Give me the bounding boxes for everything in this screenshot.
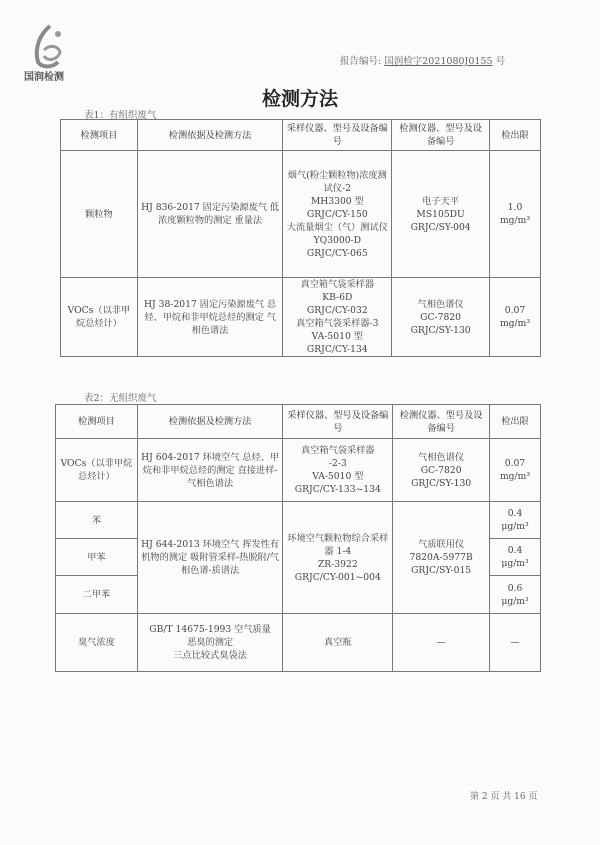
instrument-line: 电子天平 [422, 195, 459, 207]
table2-caption: 表2：无组织废气 [84, 393, 157, 404]
page-number: 第 2 页 共 16 页 [470, 792, 538, 802]
method-line: GB/T 14675-1993 空气质量 [149, 624, 271, 635]
method-cell [137, 614, 283, 672]
sampler-cell [283, 278, 392, 357]
instrument-line: GC-7820 [420, 464, 462, 476]
instrument-cell [392, 278, 490, 357]
limit-unit: mg/m³ [499, 318, 531, 329]
col-header-sampler: 采样仪器、型号及设备编号 [283, 120, 392, 151]
limit-cell [490, 439, 541, 502]
sampler-line: 真空箱气袋采样器 [300, 279, 375, 290]
instrument-cell [393, 439, 490, 502]
sampler-line: ZR-3922 [317, 558, 358, 570]
sampler-line: 环境空气颗粒物综合采样器 1-4 [287, 532, 389, 557]
sampler-cell [283, 439, 393, 502]
item-cell: 甲苯 [56, 539, 138, 576]
table-row [61, 151, 541, 278]
report-number-suffix: 号 [495, 56, 506, 67]
sampler-line: 大流量烟尘（气）测试仪 [286, 221, 388, 233]
logo-emblem-icon [22, 22, 78, 70]
col-header-item: 检测项目 [61, 120, 138, 151]
col-header-method: 检测依据及检测方法 [137, 405, 283, 439]
instrument-line: 7820A-5977B [409, 552, 473, 563]
col-header-limit: 检出限 [490, 405, 541, 439]
sampler-line: GRJC/CY-032 [306, 305, 368, 316]
limit-value: 0.07 [504, 305, 526, 316]
sampler-line: GRJC/CY-133~134 [294, 484, 381, 495]
report-number-label: 报告编号: [340, 56, 382, 67]
table1-caption: 表1：有组织废气 [84, 110, 157, 121]
instrument-cell [392, 151, 490, 278]
limit-unit: mg/m³ [499, 471, 531, 482]
limit-cell [490, 576, 541, 614]
instrument-line: 气相色谱仪 [418, 451, 465, 463]
instrument-line: 气相色谱仪 [417, 298, 464, 310]
method-cell: HJ 644-2013 环境空气 挥发性有机物的测定 吸附管采样-热脱附/气相色谱-质谱法 [137, 502, 283, 614]
table2-header-row [56, 405, 541, 439]
page-title: 检测方法 [261, 88, 338, 110]
method-line: 三点比较式臭袋法 [173, 650, 247, 661]
col-header-limit: 检出限 [490, 120, 541, 151]
item-cell: 二甲苯 [56, 576, 138, 614]
method-line: 恶臭的测定 [187, 637, 234, 648]
limit-cell [490, 539, 541, 576]
instrument-line: GRJC/SY-130 [410, 324, 471, 336]
item-cell: VOCs（以非甲烷总烃计） [56, 439, 138, 502]
limit-cell [490, 151, 541, 278]
limit-cell [490, 278, 541, 357]
method-cell: HJ 604-2017 环境空气 总烃、甲烷和非甲烷总烃的测定 直接进样-气相色谱法 [137, 439, 283, 502]
item-cell: 苯 [56, 502, 138, 539]
limit-unit: mg/m³ [499, 215, 531, 226]
table1 [60, 119, 541, 357]
limit-value: 0.4 [507, 545, 523, 556]
instrument-line: GRJC/SY-015 [411, 565, 472, 576]
item-cell: VOCs（以非甲烷总烃计） [61, 278, 138, 357]
item-cell: 颗粒物 [61, 151, 138, 278]
limit-value: 0.4 [507, 508, 523, 519]
instrument-line: MS105DU [416, 208, 465, 220]
sampler-line: KB-6D [322, 292, 353, 303]
instrument-line: GRJC/SY-004 [410, 221, 471, 233]
limit-value: 0.07 [504, 458, 526, 469]
sampler-line: 烟气(粉尘颗粒物)浓度测试仪-2 [287, 169, 387, 194]
method-cell: HJ 38-2017 固定污染源废气 总烃、甲烷和非甲烷总烃的测定 气相色谱法 [137, 278, 283, 357]
sampler-line: GRJC/CY-134 [306, 344, 368, 355]
col-header-item: 检测项目 [56, 405, 138, 439]
report-number-value: 国润检字2021080J0155 [384, 56, 493, 67]
limit-unit: μg/m³ [501, 558, 529, 569]
method-cell: HJ 836-2017 固定污染源废气 低浓度颗粒物的测定 重量法 [137, 151, 283, 278]
instrument-line: 气质联用仪 [418, 539, 465, 550]
sampler-line: VA-5010 型 [312, 471, 364, 482]
logo-text: 国润检测 [24, 72, 64, 83]
col-header-method: 检测依据及检测方法 [137, 120, 283, 151]
limit-value: 0.6 [507, 582, 523, 594]
limit-unit: μg/m³ [501, 521, 529, 532]
instrument-cell [393, 502, 490, 614]
limit-unit: μg/m³ [501, 595, 529, 607]
sampler-line: GRJC/CY-150 [306, 208, 368, 220]
sampler-line: YQ3000-D [313, 234, 362, 246]
limit-value: 1.0 [507, 202, 523, 213]
instrument-line: GRJC/SY-130 [411, 477, 472, 489]
table-row [61, 278, 541, 357]
sampler-cell [283, 502, 393, 614]
item-cell: 臭气浓度 [56, 614, 138, 672]
sampler-line: MH3300 型 [310, 195, 364, 207]
limit-cell [490, 502, 541, 539]
instrument-cell: — [393, 614, 490, 672]
table-row [56, 502, 541, 539]
limit-cell: — [490, 614, 541, 672]
sampler-line: GRJC/CY-065 [306, 247, 368, 259]
table2 [55, 404, 541, 672]
instrument-line: GC-7820 [420, 311, 462, 323]
sampler-line: 真空箱气袋采样器 [301, 445, 375, 456]
sampler-cell: 真空瓶 [283, 614, 393, 672]
table-row [56, 439, 541, 502]
table1-header-row [61, 120, 541, 151]
sampler-line: -2-3 [328, 458, 347, 469]
report-number [340, 53, 505, 67]
sampler-cell [283, 151, 392, 278]
sampler-line: VA-5010 型 [311, 331, 363, 342]
col-header-sampler: 采样仪器、型号及设备编号 [283, 405, 393, 439]
table-row [56, 614, 541, 672]
sampler-line: GRJC/CY-001~004 [294, 571, 381, 583]
col-header-instrument: 检测仪器、型号及设备编号 [393, 405, 490, 439]
sampler-line: 真空箱气袋采样器-3 [296, 318, 379, 329]
col-header-instrument: 检测仪器、型号及设备编号 [392, 120, 490, 151]
